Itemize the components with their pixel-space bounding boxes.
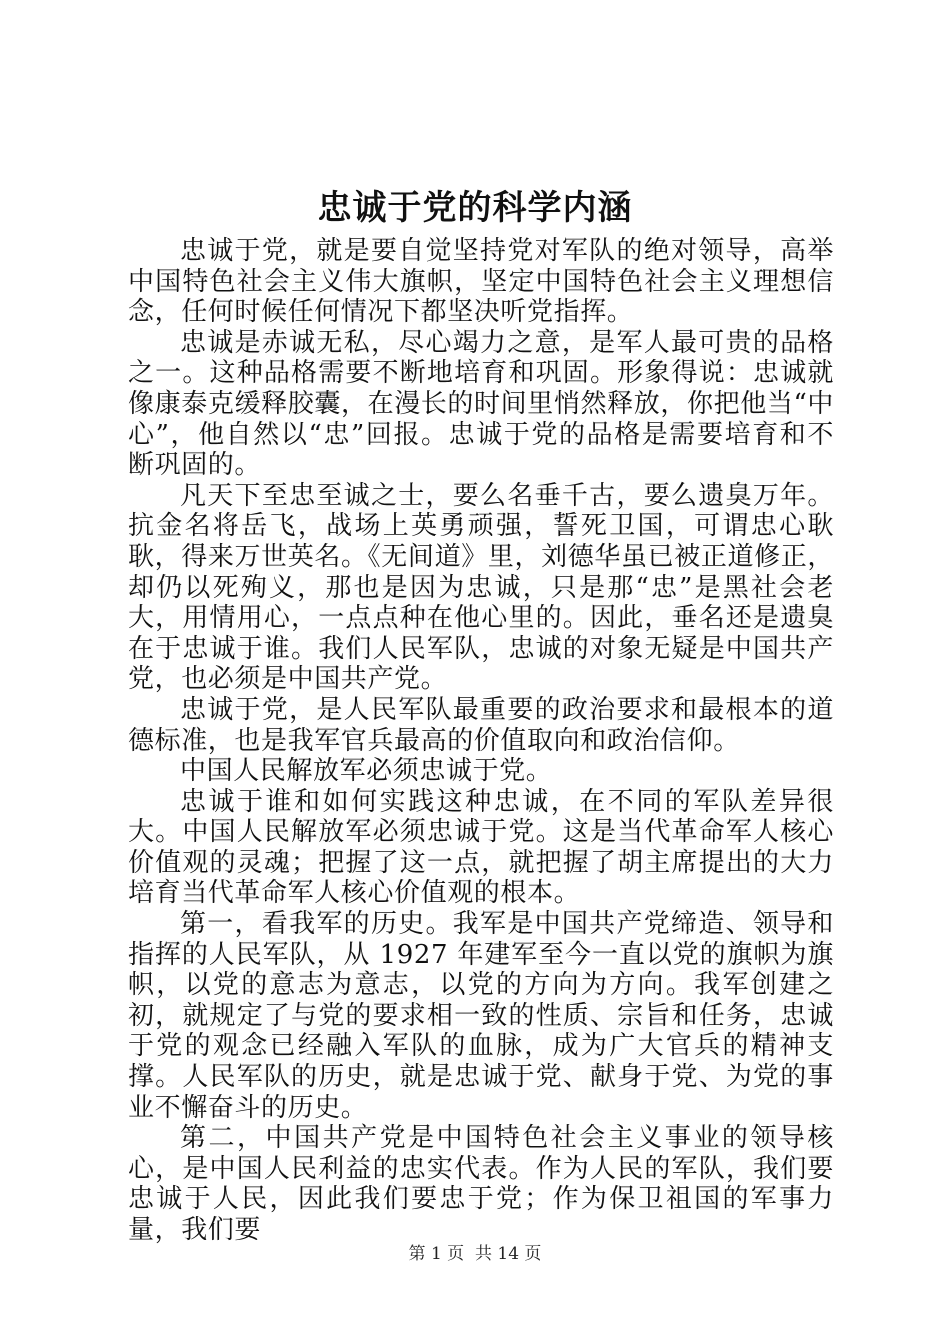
page-number: 第 1 页 (408, 1244, 465, 1264)
paragraph-4: 忠诚于党，是人民军队最重要的政治要求和最根本的道德标准，也是我军官兵最高的价值取向和政治信仰。 (128, 694, 834, 756)
footer-separator (464, 1244, 475, 1264)
paragraph-3: 凡天下至忠至诚之士，要么名垂千古，要么遗臭万年。抗金名将岳飞，战场上英勇顽强，誓死卫国，可谓忠心耿耿，得来万世英名。《无间道》里，刘德华虽已被正道修正，却仍以死殉义，那也是因为忠诚，只是那“忠”是黑社会老大，用情用心，一点点种在他心里的。因此，垂名还是遗臭在于忠诚于谁。我们人民军队，忠诚的对象无疑是中国共产党，也必须是中国共产党。 (128, 480, 834, 695)
paragraph-7: 第一，看我军的历史。我军是中国共产党缔造、领导和指挥的人民军队，从 1927 年建军至今一直以党的旗帜为旗帜，以党的意志为意志，以党的方向为方向。我军创建之初，就规定了与党的要求相一致的性质、宗旨和任务，忠诚于党的观念已经融入军队的血脉，成为广大官兵的精神支撑。人民军队的历史，就是忠诚于党、献身于党、为党的事业不懈奋斗的历史。 (128, 909, 834, 1123)
paragraph-1: 忠诚于党，就是要自觉坚持党对军队的绝对领导，高举中国特色社会主义伟大旗帜，坚定中国特色社会主义理想信念，任何时候任何情况下都坚决听党指挥。 (128, 236, 834, 328)
paragraph-2: 忠诚是赤诚无私，尽心竭力之意，是军人最可贵的品格之一。这种品格需要不断地培育和巩固。形象得说：忠诚就像康泰克缓释胶囊，在漫长的时间里悄然释放，你把他当“中心”，他自然以“忠”回报。忠诚于党的品格是需要培育和不断巩固的。 (128, 327, 834, 481)
page-total: 共 14 页 (474, 1244, 542, 1264)
document-title: 忠诚于党的科学内涵 (317, 188, 633, 228)
paragraph-8: 第二，中国共产党是中国特色社会主义事业的领导核心，是中国人民利益的忠实代表。作为人民的军队，我们要忠诚于人民，因此我们要忠于党；作为保卫祖国的军事力量，我们要 (128, 1123, 834, 1245)
page-footer (0, 1243, 950, 1265)
paragraph-5: 中国人民解放军必须忠诚于党。 (180, 756, 553, 787)
paragraph-6: 忠诚于谁和如何实践这种忠诚，在不同的军队差异很大。中国人民解放军必须忠诚于党。这是当代革命军人核心价值观的灵魂；把握了这一点，就把握了胡主席提出的大力培育当代革命军人核心价值观的根本。 (128, 786, 834, 909)
document-body (128, 236, 834, 1246)
